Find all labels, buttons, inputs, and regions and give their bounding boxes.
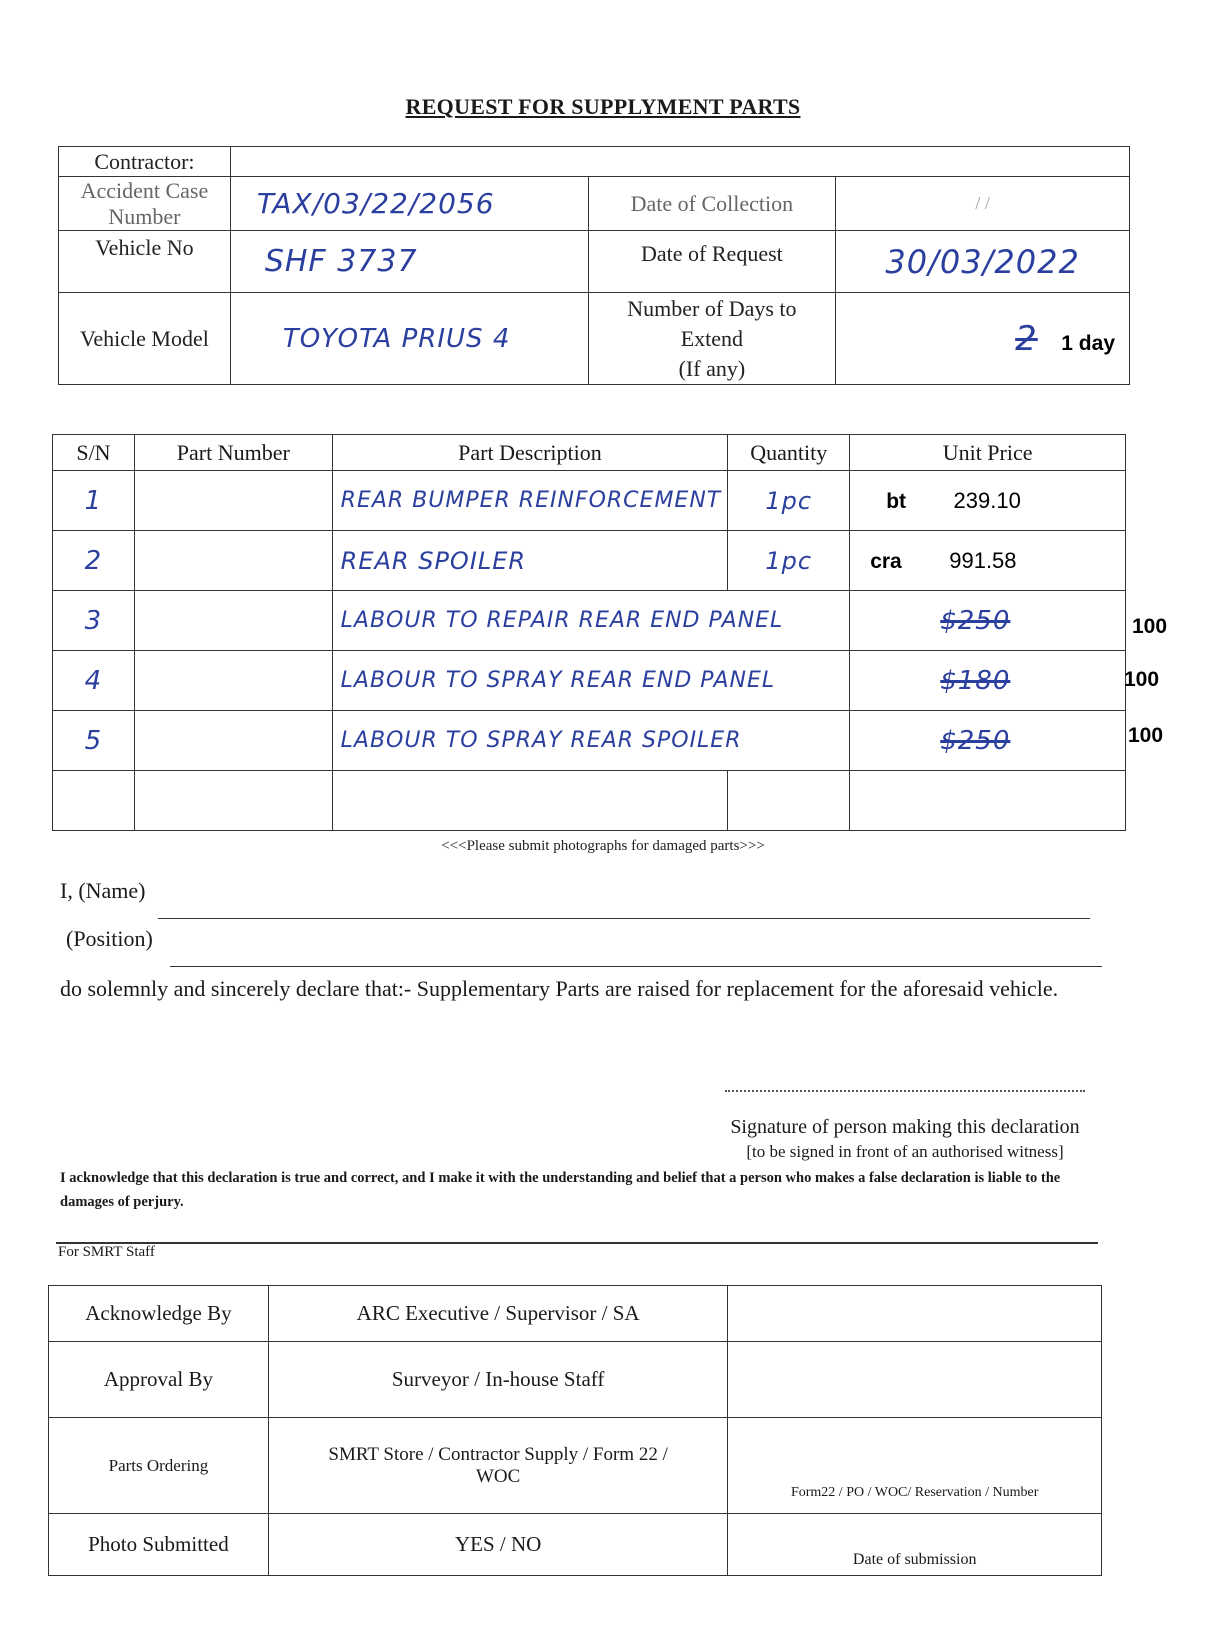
- parts-table: [52, 434, 1126, 831]
- row-part-number: [134, 531, 332, 591]
- price-note: bt: [886, 489, 907, 513]
- staff-row-label: Parts Ordering: [49, 1418, 269, 1514]
- case-label: Accident Case Number: [59, 177, 231, 231]
- price-override: 100: [1132, 615, 1168, 638]
- vehicle-no-label: Vehicle No: [59, 231, 231, 293]
- staff-row: [49, 1342, 1102, 1418]
- row-part-number: [134, 771, 332, 831]
- extend-label-line-1: Number of Days to: [627, 295, 797, 321]
- row-unit-price: [850, 711, 1126, 771]
- table-row: [53, 771, 1126, 831]
- staff-row-role: Surveyor / In-house Staff: [268, 1342, 728, 1418]
- col-header-sn: S/N: [53, 435, 135, 471]
- price-override: 100: [1128, 724, 1164, 747]
- staff-row-role: SMRT Store / Contractor Supply / Form 22 / WOC: [268, 1418, 728, 1514]
- staff-divider: [56, 1242, 1098, 1244]
- price-value: 991.58: [949, 547, 1017, 573]
- staff-table: [48, 1285, 1102, 1576]
- col-header-part-number: Part Number: [134, 435, 332, 471]
- table-row: [53, 471, 1126, 531]
- row-quantity: [728, 771, 850, 831]
- row-part-number: [134, 591, 332, 651]
- case-value: TAX/03/22/2056: [230, 177, 588, 231]
- name-label: I, (Name): [60, 878, 146, 903]
- table-row: [53, 531, 1126, 591]
- col-header-description: Part Description: [332, 435, 728, 471]
- row-unit-price: [850, 771, 1126, 831]
- row-sn: 5: [53, 711, 135, 771]
- row-sn: [53, 771, 135, 831]
- extend-label-line-2: Extend: [680, 325, 744, 351]
- staff-row-extra: [728, 1342, 1102, 1418]
- signature-line: [725, 1090, 1085, 1092]
- page-title: REQUEST FOR SUPPLYMENT PARTS: [405, 94, 801, 119]
- row-sn: 3: [53, 591, 135, 651]
- row-sn: 4: [53, 651, 135, 711]
- extend-label-line-3: (If any): [678, 355, 746, 381]
- staff-row-role: ARC Executive / Supervisor / SA: [268, 1286, 728, 1342]
- price-struck: $250: [940, 725, 1011, 756]
- staff-row: [49, 1418, 1102, 1514]
- table-row: [53, 651, 1126, 711]
- model-label: Vehicle Model: [59, 293, 231, 385]
- staff-row-role: YES / NO: [268, 1514, 728, 1576]
- signature-caption: Signature of person making this declaration: [730, 1116, 1080, 1138]
- row-description: LABOUR TO REPAIR REAR END PANEL: [332, 591, 850, 651]
- vehicle-no-value: SHF 3737: [230, 231, 588, 293]
- staff-row-label: Acknowledge By: [49, 1286, 269, 1342]
- row-unit-price: [850, 531, 1126, 591]
- request-value: 30/03/2022: [836, 231, 1130, 293]
- row-part-number: [134, 471, 332, 531]
- row-unit-price: [850, 471, 1126, 531]
- staff-row-label: Approval By: [49, 1342, 269, 1418]
- model-value: TOYOTA PRIUS 4: [230, 293, 588, 385]
- position-label: (Position): [66, 926, 153, 951]
- price-override: 100: [1124, 668, 1160, 691]
- declaration-text: do solemnly and sincerely declare that:- Supplementary Parts are raised for replacement for the aforesaid vehicle.: [60, 976, 1059, 1001]
- collection-value: / /: [836, 177, 1130, 231]
- row-unit-price: [850, 651, 1126, 711]
- price-note: cra: [870, 549, 902, 573]
- extend-label: [588, 293, 836, 385]
- extend-value: 1 day: [1061, 331, 1115, 355]
- row-description: LABOUR TO SPRAY REAR END PANEL: [332, 651, 850, 711]
- price-value: 239.10: [953, 487, 1021, 513]
- extend-struck-value: 2: [1015, 318, 1038, 359]
- row-description: LABOUR TO SPRAY REAR SPOILER: [332, 711, 850, 771]
- row-unit-price: [850, 591, 1126, 651]
- table-row: [53, 711, 1126, 771]
- name-line: [158, 918, 1090, 919]
- row-sn: 1: [53, 471, 135, 531]
- staff-row: [49, 1514, 1102, 1576]
- row-part-number: [134, 651, 332, 711]
- collection-label: Date of Collection: [588, 177, 836, 231]
- staff-row-extra: Form22 / PO / WOC/ Reservation / Number: [728, 1418, 1102, 1514]
- price-struck: $180: [940, 665, 1011, 696]
- row-quantity: 1pc: [728, 531, 850, 591]
- row-description: REAR BUMPER REINFORCEMENT: [332, 471, 728, 531]
- request-label: Date of Request: [588, 231, 836, 293]
- header-table: [58, 146, 1130, 385]
- staff-row-extra: Date of submission: [728, 1514, 1102, 1576]
- staff-row-extra: [728, 1286, 1102, 1342]
- position-line: [170, 966, 1102, 967]
- row-description: REAR SPOILER: [332, 531, 728, 591]
- row-sn: 2: [53, 531, 135, 591]
- row-quantity: 1pc: [728, 471, 850, 531]
- row-description: [332, 771, 728, 831]
- row-part-number: [134, 711, 332, 771]
- contractor-value: [230, 147, 1129, 177]
- price-struck: $250: [940, 605, 1011, 636]
- contractor-label: Contractor:: [59, 147, 231, 177]
- photo-note: <<<Please submit photographs for damaged parts>>>: [441, 838, 765, 854]
- signature-note: [to be signed in front of an authorised witness]: [746, 1142, 1064, 1161]
- staff-row-label: Photo Submitted: [49, 1514, 269, 1576]
- col-header-quantity: Quantity: [728, 435, 850, 471]
- staff-label: For SMRT Staff: [58, 1244, 155, 1260]
- staff-row: [49, 1286, 1102, 1342]
- acknowledge-text: I acknowledge that this declaration is true and correct, and I make it with the understanding and belief that a person who makes a false declaration is liable to the damages of perjury.: [60, 1170, 1061, 1210]
- col-header-unit-price: Unit Price: [850, 435, 1126, 471]
- extend-value-cell: [836, 293, 1130, 385]
- table-row: [53, 591, 1126, 651]
